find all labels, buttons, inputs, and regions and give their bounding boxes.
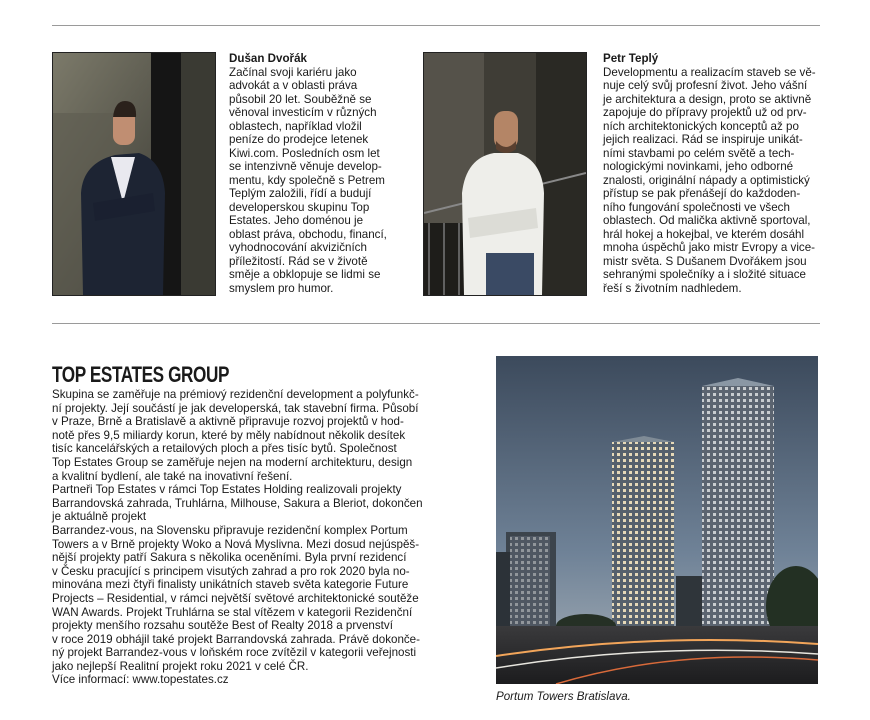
photo-caption: Portum Towers Bratislava. bbox=[496, 690, 631, 703]
middle-divider bbox=[52, 323, 820, 324]
section-body: Skupina se zaměřuje na prémiový rezidenční development a polyfunkč- ní projekty. Její součástí je jak developerská, tak stavební firma. Působí v Praze, Brně a Bratislavě a aktivně připravuje rozvoj projektů v hod- notě přes 9,5 miliardy korun, které by měly nabídnout několik desítek tisíc kancelářských a retailových ploch a přes tisíc bytů. Společnost Top Estates Group se zaměřuje nejen na moderní architekturu, design a kvalitní bydlení, ale také na inovativní řešení. Partneři Top Estates v rámci Top Estates Holding realizovali projekty Barrandovská zahrada, Truhlárna, Milhouse, Sakura a Bleriot, dokončen je aktuálně projekt Barrandez-vous, na Slovensku připravuje rezidenční komplex Portum Towers a v Brně projekty Woko a Nová Myslivna. Mezi dosud nejúspěš- nější projekty patří Sakura s několika oceněními. Byla první rezidencí v Česku pracující s principem visutých zahrad a pro rok 2020 byla no- minována mezi čtyři finalisty unikátních staveb světa kategorie Future Projects – Residential, v rámci největší světové architektonické soutěže WAN Awards. Projekt Truhlárna se stal vítězem v kategorii Rezidenční projekty menšího rozsahu soutěže Best of Realty 2018 a prvenství v roce 2019 obhájil také projekt Barrandovská zahrada. Právě dokonče- ný projekt Barrandez-vous v loňském roce zvítězil v kategorii veřejnosti jako nejlepší Realitní projekt roku 2021 v celé ČR. Více informací: www.topestates.cz bbox=[52, 388, 423, 687]
section-title: TOP ESTATES GROUP bbox=[52, 362, 230, 387]
portrait-image bbox=[53, 53, 215, 295]
portrait-image bbox=[424, 53, 586, 295]
portrait-petr-teply bbox=[423, 52, 587, 296]
top-divider bbox=[52, 25, 820, 26]
bio-dusan-dvorak bbox=[229, 52, 404, 295]
person-name: Dušan Dvořák bbox=[229, 52, 307, 65]
bio-petr-teply bbox=[603, 52, 828, 295]
person-bio: Začínal svoji kariéru jako advokát a v oblasti práva působil 20 let. Souběžně se věnoval investicím v různých oblastech, například vložil peníze do prodejce letenek Kiwi.com. Posledních osm let se intenzivně věnuje develop- mentu, kdy společně s Petrem Teplým založili, řídí a budují developerskou skupinu Top Estates. Jeho doménou je oblast práva, obchodu, financí, vyhodnocování akvizičních příležitostí. Rád se v životě směje a obklopuje se lidmi se smyslem pro humor. bbox=[229, 65, 387, 295]
portrait-dusan-dvorak bbox=[52, 52, 216, 296]
person-name: Petr Teplý bbox=[603, 52, 659, 65]
building-image bbox=[496, 356, 818, 684]
person-bio: Developmentu a realizacím staveb se vě- nuje celý svůj profesní život. Jeho vášní je architektura a design, proto se aktivně zapojuje do přípravy projektů už od prv- ních architektonických konceptů až po jejich realizaci. Rád se inspiruje unikát- ními stavbami po celém světě a tech- nologickými novinkami, jeho odborné znalosti, originální nápady a optimistický přístup se pak přenášejí do každoden- ního fungování společnosti ve všech oblastech. Od malička aktivně sportoval, hrál hokej a hokejbal, ve kterém dosáhl mnoha úspěchů jako mistr Evropy a vice- mistr světa. S Dušanem Dvořákem jsou sehranými společníky a i složité situace řeší s životním nadhledem. bbox=[603, 65, 816, 295]
portum-towers-photo bbox=[496, 356, 818, 684]
